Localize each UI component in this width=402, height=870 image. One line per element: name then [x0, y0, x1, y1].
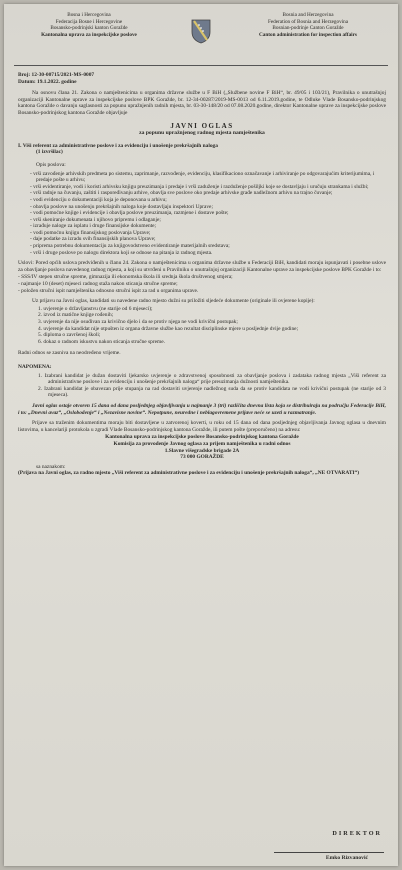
list-item: - vodi pomoćne knjige i evidencije i obavlja poslove preuzimanja, razmjene i dostave pošte; [30, 210, 229, 217]
position-title: I. Viši referent za administrativne poslove i za evidenciju i unošenje prekršajnih naloga [18, 142, 218, 149]
header-line: Kantonalna uprava za inspekcijske poslove [41, 31, 137, 38]
reference-number: Broj: 12-30-00715/2021-MS-0007 [18, 72, 95, 78]
list-item: 2. Izabrani kandidat je obavezan prije stupanja na rad dostaviti uvjerenje nadležnog suda da se protiv kandidata ne vodi krivični postupak (ne starije od 3 mjeseca). [38, 385, 386, 399]
header-line: Federation of Bosnia and Herzegovina [267, 18, 349, 25]
document-subtitle: za popunu upražnjenog radnog mjesta namještenika [139, 130, 265, 137]
list-item: - vodi pomoćnu knjigu finansijskog poslovanja Uprave; [30, 229, 151, 236]
list-item: 1. uvjerenje o državljanstvu (ne starije od 6 mjeseci); [38, 305, 153, 312]
signature-line [274, 852, 384, 853]
document-date: Datum: 19.1.2022. godine [18, 78, 77, 85]
list-item: 1. Izabrani kandidat je dužan dostaviti ljekarsko uvjerenje o zdravstvenoj sposobnosti za obavljanje poslova i zadataka radnog mjesta „Viši referent za administrativne poslove i za evidenciju i unošenje prekršajnih naloga“ prije preuzimanja dužnosti namještenika. [38, 372, 386, 386]
envelope-label: sa naznakom: [36, 463, 66, 470]
header-line: Federacija Bosne i Hercegovine [55, 18, 123, 25]
coat-of-arms-icon [190, 18, 212, 44]
signatory-name: Emko Rizvanović [325, 855, 368, 861]
document-page [4, 4, 398, 866]
address-line: 73 000 GORAŽDE [180, 454, 224, 461]
list-item: 3. uvjerenje da nije osuđivan za krivično djelo i da se protiv njega ne vodi krivični postupak; [38, 319, 238, 325]
document-body [18, 72, 386, 481]
list-item: - daje podatke za izradu svih finansijskih planova Uprave; [30, 236, 156, 243]
documents-list [18, 306, 386, 346]
documents-paragraph: Uz prijavu na Javni oglas, kandidati su navedene radno mjesto dužni su priložiti sljedeće dokumente (originale ili ovjerene kopije): [32, 298, 315, 305]
position-count: (1 izvršilac) [36, 149, 63, 156]
note-heading: NAPOMENA: [18, 363, 52, 370]
header-line: Bosnia and Herzegovina [282, 12, 334, 18]
list-item: - vodi evidenciju o dokumentaciji koja je deponovana u arhivu; [30, 196, 167, 203]
intro-paragraph: Na osnovu člana 21. Zakona o namještenicima u organima državne službe u F BiH („Službene novine F BiH“, br. 49/05 i 103/21), Pravilnika o unutrašnjoj organizaciji Kantonalne uprave za inspekcijske poslove BPK Goražde, br. 12-34-00287/2019-MS-0013 od 6.11.2019.godine, te Odluke Vlade Bosansko-podrinjskog kantona Goražde o davanju saglasnosti za popunu upražnjenih radnih mjesta, br. 03-30-148/20 od 07.08.2020.godine, direktor Kantonalne uprave za inspekcijske poslove Bosansko-podrinjskog kantona Goražde objavljuje [18, 90, 386, 116]
work-time-note: Radni odnos se zasniva na neodređeno vrijeme. [18, 350, 121, 357]
header-line: Bosnian-podrinje Canton Goražde [272, 25, 344, 32]
document-title: JAVNI OGLAS [170, 121, 234, 130]
condition-item: - SSS/IV stepen stručne spreme, gimnazija ili ekonomska škola ili srednja škola društvenog smjera; [18, 274, 233, 281]
duties-heading: Opis poslova: [36, 161, 66, 168]
header-line: Canton administration for inspection affairs [259, 31, 357, 38]
header-divider [14, 65, 388, 66]
header-line: Bosansko-podrinjski kanton Goražde [50, 25, 128, 32]
letterhead-left [14, 12, 164, 38]
header-line: Bosna i Hercegovina [67, 12, 111, 18]
address-line: Komisija za provođenje Javnog oglasa za prijem namještenika u radni odnos [113, 440, 291, 447]
list-item: - vrši skeniranje dokumenata i njihovo pripremu i odlaganje; [30, 216, 161, 223]
envelope-text: (Prijava na Javni oglas, za radno mjesto „Viši referent za administrativne poslove i za evidenciju i unošenje prekršajnih naloga“, „NE OTVARATI“) [18, 470, 360, 477]
list-item: - vrši i druge poslove po nalogu direktora koji se odnose na pitanja iz radnog mjesta. [30, 249, 213, 256]
list-item: 6. dokaz o radnom iskustvu nakon sticanja stručne spreme. [38, 338, 165, 345]
condition-item: - najmanje 10 (deset) mjeseci radnog staža nakon sticanja stručne spreme; [18, 281, 178, 288]
address-line: 1.Slavne višegradske brigade 2A [164, 447, 240, 454]
letterhead [14, 12, 388, 66]
list-item: - izrađuje naloge za isplatu i druge finansijske dokumente; [30, 223, 157, 230]
submission-paragraph: Prijave sa traženim dokumentima moraju biti dostavljene u zatvorenoj koverti, u roku od 15 dana od dana posljednjeg objavljivanja Javnog oglasa u dnevnim listovima, u kancelariji protokola u zgradi Vlade Bosansko-podrinjskog kantona Goražde, ili putem pošte (preporučeno) na adresu: [18, 420, 386, 433]
list-item: 4. uvjerenje da kandidat nije otpušten iz organa državne službe kao rezultat disciplinske mjere u posljednje dvije godine; [38, 325, 299, 332]
duties-list [18, 171, 386, 257]
list-item: 2. izvod iz matične knjige rođenih; [38, 312, 114, 319]
list-item: - vrši zavođenje arhivskih predmeta po sistemu, zaprimanje, razvođenje, evidenciju, klasifikaciono označavanje i arhiviranje po odgovarajućim kriterijumima, i predaje pošte u arhivu; [30, 170, 375, 184]
address-line: Kantonalna uprava za inspekcijske poslove Bosansko-podrinjskog kantona Goražde [105, 434, 299, 441]
list-item: - vrši evidentiranje, vodi i koristi arhivsku knjigu preuzimanja i predaje i vrši zaduženje i razduženje pošiljki koje se dostavljaju i uručuju strankama i službi; [30, 183, 369, 190]
open-period-paragraph: Javni oglas ostaje otvoren 15 dana od dana posljednjeg objavljivanja u najmanje 3 (tri) različita dnevna lista koja se distribuiraju na području Federacije BiH, i to: „Dnevni avaz“, „Oslobođenje“ i „Nezavisne novine“. Nepotpune, neuredne i neblagovremene prijave neće se uzeti u razmatranje. [18, 402, 386, 416]
condition-item: - položen stručni ispit namještenika odnosno stručni ispit za rad u organima uprave. [18, 287, 199, 294]
notes-list [18, 373, 386, 399]
list-item: - vrši radnje na čuvanju, zaštiti i raspoređivanju arhive, obavlja sve poslove oko predaje arhivske građe nadležnom arhivu na trajno čuvanje; [30, 190, 333, 197]
signature-title: DIREKTOR [332, 830, 382, 837]
list-item: - obavlja poslove na unošenju prekršajnih naloga koje dostavljaju inspektori Uprave; [30, 203, 213, 210]
list-item: - priprema potrebnu dokumentaciju za knjigovodstveno evidentiranje materijalnih sredstava; [30, 243, 230, 250]
letterhead-right [228, 12, 388, 38]
conditions-paragraph: Uslovi: Pored općih uslova predviđenih u članu 24. Zakona o namještenicima u organima državne službe u Federaciji BiH, kandidati moraju ispunjavati i posebne uslove za obavljanje poslova navedenog radnog mjesta, a koji su utvrđeni u Pravilniku o unutrašnjoj organizaciji Kantonalne uprave za inspekcijske poslove BPK Goražde i to: [18, 260, 386, 273]
list-item: 5. diploma o završenoj školi; [38, 332, 101, 339]
